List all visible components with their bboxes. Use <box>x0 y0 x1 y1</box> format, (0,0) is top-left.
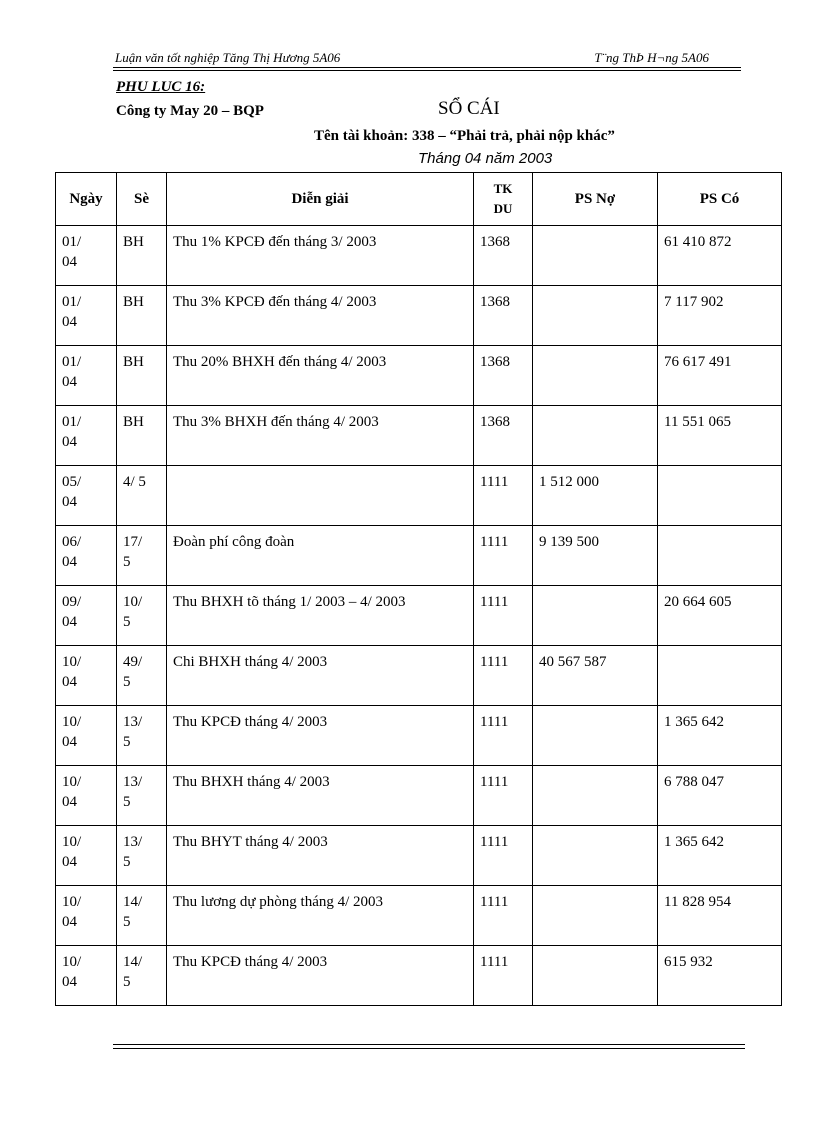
cell-date-line1: 10/ <box>62 774 82 790</box>
col-header-desc: Diễn giải <box>167 173 474 226</box>
cell-tk: 1111 <box>474 706 533 766</box>
cell-doc-line1: 14/ <box>123 954 143 970</box>
cell-credit: 1 365 642 <box>658 826 782 886</box>
cell-doc <box>117 526 167 586</box>
cell-desc <box>167 466 474 526</box>
cell-credit: 20 664 605 <box>658 586 782 646</box>
table-row <box>56 946 782 1006</box>
cell-date <box>56 646 117 706</box>
ledger-table <box>55 172 782 1006</box>
cell-date <box>56 286 117 346</box>
cell-date-line1: 10/ <box>62 894 82 910</box>
cell-desc: Thu KPCĐ tháng 4/ 2003 <box>167 706 474 766</box>
cell-date <box>56 946 117 1006</box>
col-header-debit: PS Nợ <box>533 173 658 226</box>
table-row <box>56 406 782 466</box>
cell-doc <box>117 766 167 826</box>
col-header-doc: Sè <box>117 173 167 226</box>
cell-tk: 1368 <box>474 286 533 346</box>
cell-debit <box>533 226 658 286</box>
cell-desc: Thu BHXH tháng 4/ 2003 <box>167 766 474 826</box>
cell-date <box>56 706 117 766</box>
cell-debit <box>533 706 658 766</box>
cell-tk: 1111 <box>474 766 533 826</box>
cell-tk: 1111 <box>474 826 533 886</box>
cell-debit <box>533 346 658 406</box>
cell-debit <box>533 886 658 946</box>
cell-desc: Thu lương dự phòng tháng 4/ 2003 <box>167 886 474 946</box>
cell-credit: 6 788 047 <box>658 766 782 826</box>
cell-date <box>56 466 117 526</box>
cell-date-line2: 04 <box>62 614 77 630</box>
cell-date-line2: 04 <box>62 254 77 270</box>
cell-date-line2: 04 <box>62 374 77 390</box>
cell-doc-line1: 13/ <box>123 834 143 850</box>
cell-debit <box>533 826 658 886</box>
cell-desc: Thu 3% KPCĐ đến tháng 4/ 2003 <box>167 286 474 346</box>
cell-doc-line2: 5 <box>123 974 131 990</box>
cell-debit <box>533 286 658 346</box>
cell-credit: 76 617 491 <box>658 346 782 406</box>
cell-doc-line2: 5 <box>123 854 131 870</box>
cell-desc: Thu 1% KPCĐ đến tháng 3/ 2003 <box>167 226 474 286</box>
cell-debit <box>533 766 658 826</box>
cell-doc-line1: BH <box>123 414 144 430</box>
table-row <box>56 826 782 886</box>
company-name: Công ty May 20 – BQP <box>116 103 264 119</box>
account-name: Tên tài khoản: 338 – “Phải trả, phải nộp khác” <box>314 128 615 144</box>
running-header <box>113 50 741 68</box>
cell-credit <box>658 526 782 586</box>
header-left-text: Luận văn tốt nghiệp Tăng Thị Hương 5A06 <box>115 50 341 65</box>
cell-doc-line1: 13/ <box>123 714 143 730</box>
cell-debit <box>533 406 658 466</box>
cell-tk: 1111 <box>474 466 533 526</box>
cell-tk: 1111 <box>474 586 533 646</box>
cell-debit: 40 567 587 <box>533 646 658 706</box>
cell-date-line1: 01/ <box>62 414 82 430</box>
cell-date-line1: 10/ <box>62 654 82 670</box>
table-row <box>56 286 782 346</box>
cell-doc <box>117 466 167 526</box>
header-right-text: T¨ng ThÞ H¬ng 5A06 <box>594 50 709 65</box>
cell-desc: Đoàn phí công đoàn <box>167 526 474 586</box>
cell-doc-line1: 49/ <box>123 654 143 670</box>
header-rule-double <box>113 70 741 71</box>
table-row <box>56 526 782 586</box>
cell-date <box>56 586 117 646</box>
header-rule <box>113 67 741 68</box>
cell-doc-line2: 5 <box>123 614 131 630</box>
cell-doc <box>117 586 167 646</box>
cell-date-line1: 10/ <box>62 834 82 850</box>
cell-doc <box>117 886 167 946</box>
cell-doc <box>117 226 167 286</box>
cell-tk: 1111 <box>474 886 533 946</box>
cell-date-line2: 04 <box>62 674 77 690</box>
cell-debit: 1 512 000 <box>533 466 658 526</box>
cell-date <box>56 886 117 946</box>
cell-tk: 1111 <box>474 526 533 586</box>
cell-doc <box>117 286 167 346</box>
cell-credit: 11 828 954 <box>658 886 782 946</box>
cell-date-line1: 01/ <box>62 354 82 370</box>
cell-doc-line2: 5 <box>123 794 131 810</box>
cell-doc <box>117 946 167 1006</box>
col-header-tk <box>474 173 533 226</box>
cell-date <box>56 226 117 286</box>
cell-date-line1: 10/ <box>62 954 82 970</box>
cell-doc-line1: 13/ <box>123 774 143 790</box>
cell-desc: Thu 3% BHXH đến tháng 4/ 2003 <box>167 406 474 466</box>
cell-tk: 1368 <box>474 346 533 406</box>
cell-credit: 11 551 065 <box>658 406 782 466</box>
cell-debit <box>533 586 658 646</box>
cell-tk: 1368 <box>474 226 533 286</box>
cell-date-line2: 04 <box>62 794 77 810</box>
table-row <box>56 646 782 706</box>
cell-date-line1: 01/ <box>62 294 82 310</box>
table-row <box>56 346 782 406</box>
cell-date-line1: 01/ <box>62 234 82 250</box>
cell-desc: Thu BHXH tõ tháng 1/ 2003 – 4/ 2003 <box>167 586 474 646</box>
table-row <box>56 586 782 646</box>
cell-doc <box>117 706 167 766</box>
footer-rule-double <box>113 1048 745 1049</box>
cell-credit: 61 410 872 <box>658 226 782 286</box>
cell-doc-line2: 5 <box>123 674 131 690</box>
table-row <box>56 226 782 286</box>
col-header-credit: PS Có <box>658 173 782 226</box>
cell-desc: Chi BHXH tháng 4/ 2003 <box>167 646 474 706</box>
cell-desc: Thu 20% BHXH đến tháng 4/ 2003 <box>167 346 474 406</box>
appendix-label: PHU LUC 16: <box>116 79 206 95</box>
cell-doc-line1: 14/ <box>123 894 143 910</box>
cell-tk: 1368 <box>474 406 533 466</box>
col-header-tk-line1: TK <box>493 181 513 196</box>
cell-tk: 1111 <box>474 646 533 706</box>
cell-date-line2: 04 <box>62 914 77 930</box>
cell-date <box>56 826 117 886</box>
cell-debit: 9 139 500 <box>533 526 658 586</box>
col-header-date: Ngày <box>56 173 117 226</box>
cell-date <box>56 766 117 826</box>
cell-date-line1: 06/ <box>62 534 82 550</box>
cell-debit <box>533 946 658 1006</box>
cell-doc-line1: 10/ <box>123 594 143 610</box>
cell-credit: 615 932 <box>658 946 782 1006</box>
cell-doc-line1: 17/ <box>123 534 143 550</box>
col-header-tk-line2: DU <box>493 201 513 216</box>
cell-credit <box>658 466 782 526</box>
ledger-title: SỔ CÁI <box>438 98 500 119</box>
cell-date <box>56 526 117 586</box>
cell-desc: Thu KPCĐ tháng 4/ 2003 <box>167 946 474 1006</box>
cell-date-line1: 09/ <box>62 594 82 610</box>
cell-date-line2: 04 <box>62 494 77 510</box>
cell-doc <box>117 406 167 466</box>
cell-tk: 1111 <box>474 946 533 1006</box>
cell-credit: 7 117 902 <box>658 286 782 346</box>
cell-credit: 1 365 642 <box>658 706 782 766</box>
cell-date-line2: 04 <box>62 314 77 330</box>
cell-doc-line1: BH <box>123 354 144 370</box>
table-row <box>56 466 782 526</box>
cell-doc-line1: 4/ 5 <box>123 474 146 490</box>
cell-date <box>56 406 117 466</box>
period-label: Tháng 04 năm 2003 <box>418 150 553 167</box>
cell-date-line2: 04 <box>62 974 77 990</box>
table-row <box>56 706 782 766</box>
cell-doc-line1: BH <box>123 294 144 310</box>
ledger-body <box>56 226 782 1006</box>
cell-desc: Thu BHYT tháng 4/ 2003 <box>167 826 474 886</box>
cell-date <box>56 346 117 406</box>
cell-doc <box>117 646 167 706</box>
cell-doc <box>117 346 167 406</box>
cell-date-line1: 10/ <box>62 714 82 730</box>
cell-doc-line2: 5 <box>123 554 131 570</box>
table-row <box>56 766 782 826</box>
cell-date-line2: 04 <box>62 854 77 870</box>
cell-doc <box>117 826 167 886</box>
cell-doc-line2: 5 <box>123 734 131 750</box>
cell-date-line1: 05/ <box>62 474 82 490</box>
cell-date-line2: 04 <box>62 554 77 570</box>
table-header-row <box>56 173 782 226</box>
cell-doc-line2: 5 <box>123 914 131 930</box>
footer-rule <box>113 1044 745 1045</box>
cell-date-line2: 04 <box>62 734 77 750</box>
cell-credit <box>658 646 782 706</box>
table-row <box>56 886 782 946</box>
cell-doc-line1: BH <box>123 234 144 250</box>
cell-date-line2: 04 <box>62 434 77 450</box>
